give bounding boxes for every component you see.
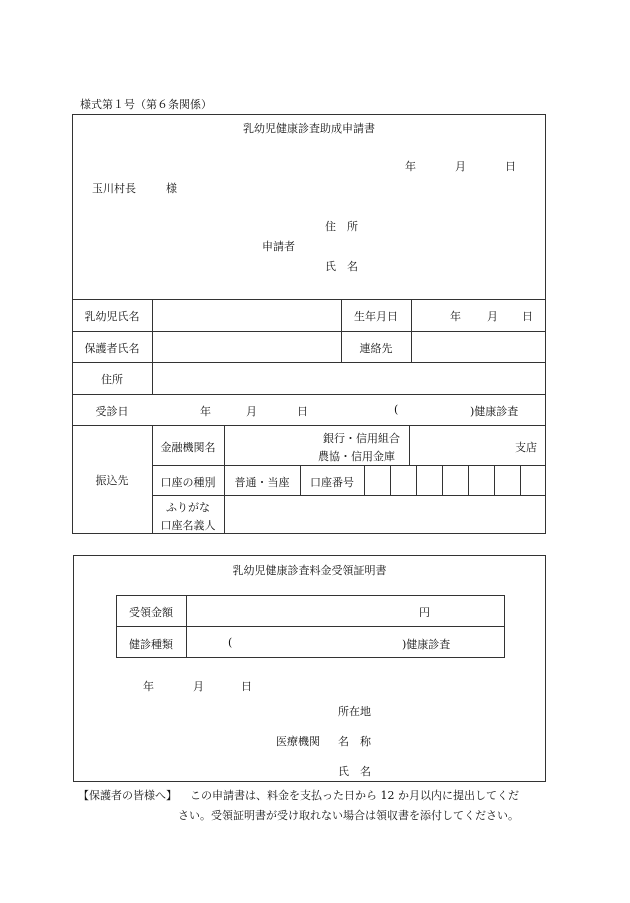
divider-address (72, 362, 546, 363)
account-holder-label: 口座名義人 (160, 519, 216, 532)
divider-exam-date (72, 394, 546, 395)
account-type-label: 口座の種別 (160, 476, 216, 489)
application-border (72, 114, 546, 534)
location-label: 所在地 (338, 705, 371, 718)
exam-date-label: 受診日 (95, 405, 129, 418)
amount-label: 受領金額 (129, 606, 173, 619)
cert-date-year: 年 (143, 680, 154, 693)
divider-account-type (152, 465, 546, 466)
bank-types-line-1: 銀行・信用組合 (323, 432, 400, 445)
digit-box-2 (416, 465, 417, 495)
digit-box-3 (442, 465, 443, 495)
digit-box-1 (390, 465, 391, 495)
branch-label: 支店 (515, 441, 537, 454)
address-label: 住所 (101, 373, 123, 386)
vline-acct-num (364, 465, 365, 495)
application-date-day: 日 (505, 160, 516, 173)
form-number: 様式第１号（第６条関係） (80, 98, 212, 111)
cert-exam-paren-open: ( (228, 636, 233, 649)
addressee: 玉川村長 (92, 182, 136, 195)
application-title: 乳幼児健康診査助成申請書 (243, 122, 375, 135)
applicant-address-label: 住 所 (325, 220, 358, 233)
digit-box-4 (468, 465, 469, 495)
vline-label-col (152, 299, 153, 394)
account-number-label: 口座番号 (310, 476, 354, 489)
person-name-label: 氏 名 (338, 765, 371, 778)
transfer-label: 振込先 (95, 474, 129, 487)
birth-month: 月 (487, 310, 498, 323)
application-date-year: 年 (405, 160, 416, 173)
furigana-label: ふりがな (166, 501, 210, 514)
guardian-name-label: 保護者氏名 (84, 342, 140, 355)
exam-year: 年 (200, 405, 211, 418)
exam-type-label: 健診種類 (129, 638, 173, 651)
bank-label: 金融機関名 (160, 441, 216, 454)
divider-transfer (72, 425, 546, 426)
exam-paren-close: )健康診査 (470, 405, 519, 418)
certificate-title: 乳幼児健康診査料金受領証明書 (232, 564, 387, 577)
contact-label: 連絡先 (359, 342, 393, 355)
exam-month: 月 (246, 405, 257, 418)
yen-unit: 円 (419, 606, 430, 619)
institution-label: 医療機関 (276, 735, 320, 748)
exam-day: 日 (297, 405, 308, 418)
divider-guardian (72, 331, 546, 332)
addressee-honorific: 様 (166, 182, 177, 195)
applicant-label: 申請者 (262, 240, 295, 253)
digit-box-5 (494, 465, 495, 495)
account-type-options: 普通・当座 (234, 476, 290, 489)
notice-line-2: さい。受領証明書が受け取れない場合は領収書を添付してください。 (178, 809, 519, 822)
bank-types-line-2: 農協・信用金庫 (318, 450, 395, 463)
certificate-table-divider (116, 626, 505, 627)
cert-date-day: 日 (241, 680, 252, 693)
divider-holder (152, 495, 546, 496)
applicant-name-label: 氏 名 (325, 260, 358, 273)
notice-heading: 【保護者の皆様へ】 (78, 789, 177, 802)
child-name-label: 乳幼児氏名 (84, 310, 140, 323)
cert-date-month: 月 (193, 680, 204, 693)
birth-day: 日 (522, 310, 533, 323)
vline-mid-2 (411, 299, 412, 362)
vline-bank-branch (409, 425, 410, 465)
divider-child (72, 299, 546, 300)
exam-paren-open: ( (394, 403, 399, 416)
cert-exam-paren-close: )健康診査 (402, 638, 451, 651)
digit-box-6 (520, 465, 521, 495)
application-date-month: 月 (455, 160, 466, 173)
birth-date-label: 生年月日 (354, 310, 398, 323)
birth-year: 年 (450, 310, 461, 323)
certificate-table-vline (186, 595, 187, 658)
institution-name-label: 名 称 (338, 735, 371, 748)
notice-line-1: この申請書は、料金を支払った日から 12 か月以内に提出してくだ (190, 789, 519, 802)
